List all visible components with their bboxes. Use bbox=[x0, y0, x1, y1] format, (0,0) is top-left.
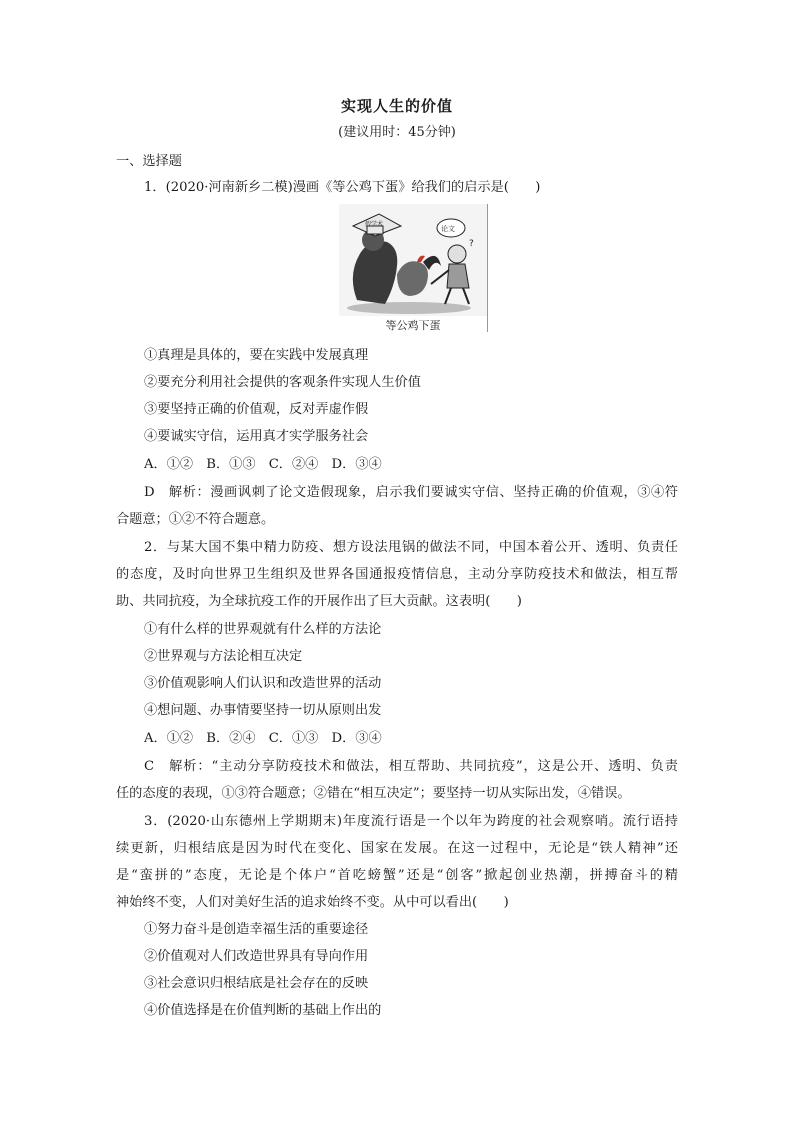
q3-stem: 3．(2020·山东德州上学期期末)年度流行语是一个以年为跨度的社会观察哨。流行语持 bbox=[144, 814, 678, 829]
page-title: 实现人生的价值 bbox=[340, 97, 453, 115]
q3-stem-cont: 是“蛮拼的”态度，无论是个体户“首吃螃蟹”还是“创客”掀起创业热潮，拼搏奋斗的精 bbox=[116, 868, 678, 883]
q2-answer-cont: 任的态度的表现，①③符合题意；②错在“相互决定”；要坚持一切从实际出发，④错误。 bbox=[116, 786, 631, 801]
q3-option: ②价值观对人们改造世界具有导向作用 bbox=[144, 949, 369, 964]
q3-stem-cont: 神始终不变，人们对美好生活的追求始终不变。从中可以看出( ) bbox=[116, 895, 509, 910]
q2-option: ①有什么样的世界观就有什么样的方法论 bbox=[144, 622, 382, 637]
q2-option: ②世界观与方法论相互决定 bbox=[144, 649, 303, 664]
q1-answer-cont: 合题意；①②不符合题意。 bbox=[116, 512, 275, 527]
q2-stem-cont: 助、共同抗疫，为全球抗疫工作的开展作出了巨大贡献。这表明( ) bbox=[116, 594, 522, 609]
q1-option: ④要诚实守信，运用真才实学服务社会 bbox=[144, 429, 369, 444]
svg-text:假学术: 假学术 bbox=[365, 221, 384, 228]
q3-option: ①努力奋斗是创造幸福生活的重要途径 bbox=[144, 922, 369, 937]
figure-caption: 等公鸡下蛋 bbox=[385, 319, 441, 332]
q2-answer: C 解析：“主动分享防疫技术和做法，相互帮助、共同抗疫”，这是公开、透明、负责 bbox=[144, 759, 678, 774]
q3-option: ③社会意识归根结底是社会存在的反映 bbox=[144, 976, 369, 991]
q1-stem: 1．(2020·河南新乡二模)漫画《等公鸡下蛋》给我们的启示是( ) bbox=[144, 180, 541, 195]
q2-stem: 2．与某大国不集中精力防疫、想方设法甩锅的做法不同，中国本着公开、透明、负责任 bbox=[144, 540, 678, 555]
q2-choices: A．①② B．②④ C．①③ D．③④ bbox=[144, 731, 382, 746]
q1-cartoon-figure bbox=[339, 204, 488, 332]
svg-text:论文: 论文 bbox=[441, 225, 455, 233]
q2-stem-cont: 的态度，及时向世界卫生组织及世界各国通报疫情信息，主动分享防疫技术和做法，相互帮 bbox=[116, 567, 678, 582]
section-heading: 一、选择题 bbox=[116, 154, 182, 169]
q3-option: ④价值选择是在价值判断的基础上作出的 bbox=[144, 1003, 382, 1018]
svg-text:?: ? bbox=[469, 239, 474, 249]
cartoon-illustration bbox=[339, 204, 487, 316]
q2-option: ③价值观影响人们认识和改造世界的活动 bbox=[144, 676, 382, 691]
time-note: (建议用时：45分钟) bbox=[338, 125, 456, 140]
q1-option: ③要坚持正确的价值观，反对弄虚作假 bbox=[144, 402, 369, 417]
q3-stem-cont: 续更新，归根结底是因为时代在变化、国家在发展。在这一过程中，无论是“铁人精神”还 bbox=[116, 841, 678, 856]
q2-option: ④想问题、办事情要坚持一切从原则出发 bbox=[144, 703, 382, 718]
q1-answer: D 解析：漫画讽刺了论文造假现象，启示我们要诚实守信、坚持正确的价值观，③④符 bbox=[144, 485, 678, 500]
q1-option: ②要充分利用社会提供的客观条件实现人生价值 bbox=[144, 375, 421, 390]
q1-option: ①真理是具体的，要在实践中发展真理 bbox=[144, 348, 369, 363]
q1-choices: A．①② B．①③ C．②④ D．③④ bbox=[144, 457, 382, 472]
